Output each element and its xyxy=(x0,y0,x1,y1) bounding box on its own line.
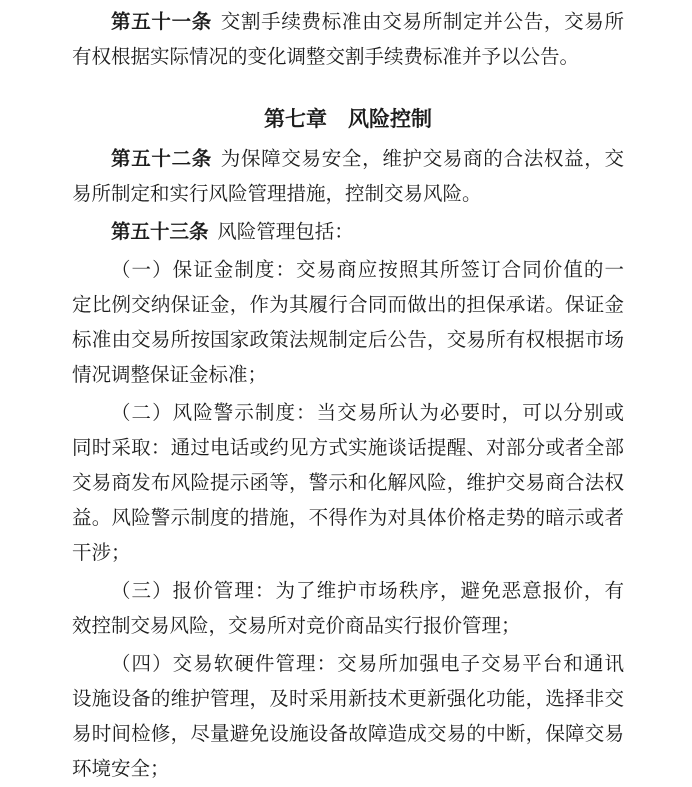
article-51-number: 第五十一条 xyxy=(111,12,212,33)
text-line xyxy=(72,5,624,40)
text-line: 易所制定和实行风险管理措施，控制交易风险。 xyxy=(72,184,482,205)
text-line: 益。风险警示制度的措施，不得作为对具体价格走势的暗示或者 xyxy=(72,508,624,529)
article-53-number: 第五十三条 xyxy=(111,222,209,243)
risk-item-1-margin-system xyxy=(72,253,624,393)
text-line: （一）保证金制度：交易商应按照其所签订合同价值的一 xyxy=(111,260,624,281)
text-line: 效控制交易风险，交易所对竞价商品实行报价管理； xyxy=(72,616,521,637)
risk-item-4-hardware-software xyxy=(72,647,624,787)
text-line: 有权根据实际情况的变化调整交割手续费标准并予以公告。 xyxy=(72,47,580,68)
article-52-number: 第五十二条 xyxy=(111,149,212,170)
text-line: 易时间检修，尽量避免设施设备故障造成交易的中断，保障交易 xyxy=(72,724,624,745)
text-line: （四）交易软硬件管理：交易所加强电子交易平台和通讯 xyxy=(111,654,624,675)
text-line: 同时采取：通过电话或约见方式实施谈话提醒、对部分或者全部 xyxy=(72,438,624,459)
text-line: （二）风险警示制度：当交易所认为必要时，可以分别或 xyxy=(111,403,624,424)
risk-item-3-quotation-management xyxy=(72,574,624,644)
text-line: （三）报价管理：为了维护市场秩序，避免恶意报价，有 xyxy=(111,581,624,602)
text-line-content: 风险管理包括： xyxy=(217,222,354,243)
article-53 xyxy=(72,215,624,250)
text-line: 标准由交易所按国家政策法规制定后公告，交易所有权根据市场 xyxy=(72,330,624,351)
text-line: 交易商发布风险提示函等，警示和化解风险，维护交易商合法权 xyxy=(72,473,624,494)
text-line xyxy=(72,215,624,250)
text-line-content: 交割手续费标准由交易所制定并公告，交易所 xyxy=(220,12,624,33)
text-line: 干涉； xyxy=(72,543,131,564)
chapter-7-heading: 第七章 风险控制 xyxy=(264,107,432,131)
text-line xyxy=(72,142,624,177)
text-line: 环境安全； xyxy=(72,759,170,780)
risk-item-2-risk-warning xyxy=(72,396,624,571)
article-51 xyxy=(72,5,624,75)
article-52 xyxy=(72,142,624,212)
text-line: 设施设备的维护管理，及时采用新技术更新强化功能，选择非交 xyxy=(72,689,624,710)
text-line: 定比例交纳保证金，作为其履行合同而做出的担保承诺。保证金 xyxy=(72,295,624,316)
text-line-content: 为保障交易安全，维护交易商的合法权益，交 xyxy=(220,149,624,170)
text-line: 情况调整保证金标准； xyxy=(72,365,268,386)
